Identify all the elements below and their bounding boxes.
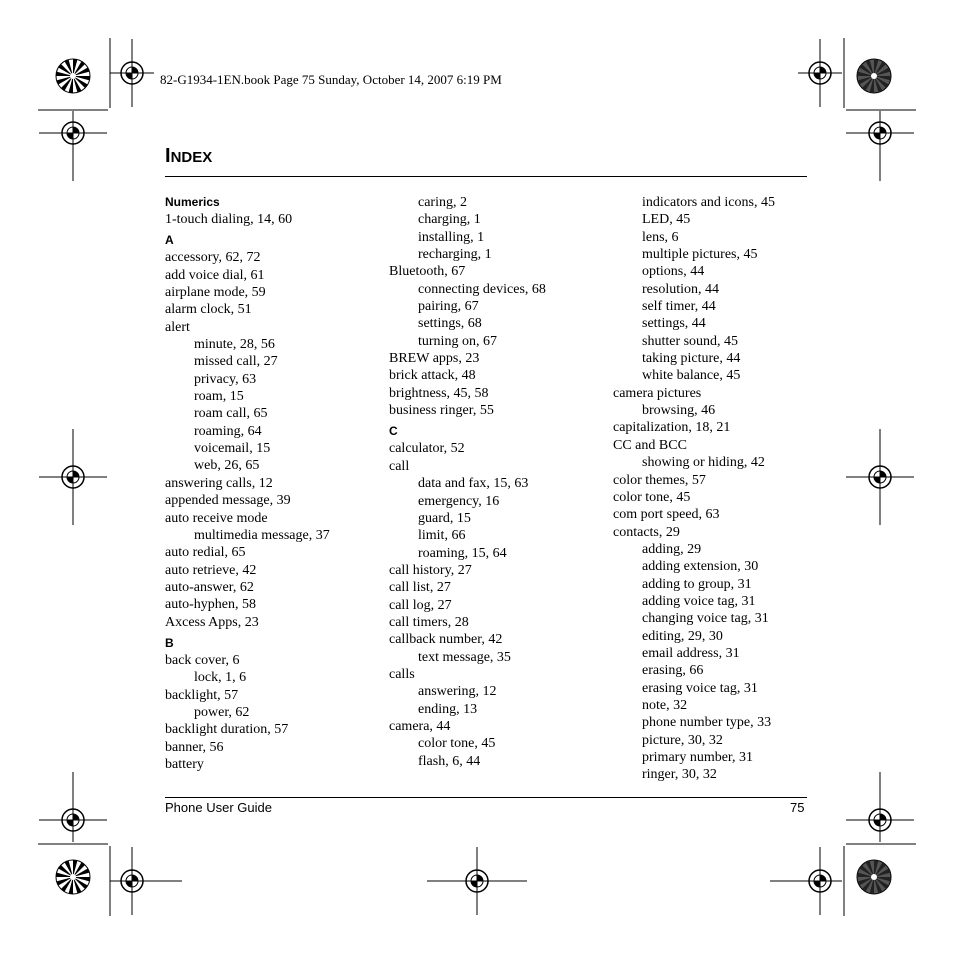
index-subentry: pairing, 67 (418, 299, 479, 315)
title-rule (165, 176, 807, 177)
index-entry: call list, 27 (389, 580, 451, 596)
index-subentry: flash, 6, 44 (418, 753, 481, 769)
index-subentry: erasing, 66 (642, 663, 704, 679)
index-subentry: missed call, 27 (194, 354, 278, 370)
index-entry: calculator, 52 (389, 441, 465, 457)
index-subentry: adding, 29 (642, 541, 702, 557)
index-entry: call history, 27 (389, 562, 472, 578)
index-entry: 1-touch dialing, 14, 60 (165, 212, 293, 227)
index-subentry: self timer, 44 (642, 299, 716, 315)
index-subentry: settings, 68 (418, 316, 482, 332)
index-entry: add voice dial, 61 (165, 267, 265, 283)
index-subentry: indicators and icons, 45 (642, 195, 775, 210)
index-subentry: showing or hiding, 42 (642, 455, 765, 471)
index-entry: auto receive mode (165, 510, 268, 526)
index-subentry: roam, 15 (194, 389, 244, 405)
index-subentry: taking picture, 44 (642, 351, 741, 367)
footer-guide-title: Phone User Guide (165, 800, 272, 815)
index-entry: accessory, 62, 72 (165, 250, 261, 266)
index-entry: battery (165, 756, 204, 772)
index-entry: backlight, 57 (165, 687, 239, 703)
index-subentry: resolution, 44 (642, 281, 719, 297)
print-header: 82-G1934-1EN.book Page 75 Sunday, October 14, 2007 6:19 PM (160, 72, 502, 87)
index-subentry: limit, 66 (418, 528, 466, 544)
index-subentry: note, 32 (642, 697, 688, 713)
index-subentry: voicemail, 15 (194, 441, 271, 457)
index-subentry: picture, 30, 32 (642, 732, 723, 748)
index-entry: calls (389, 666, 415, 682)
index-subentry: LED, 45 (642, 212, 691, 228)
index-entry: back cover, 6 (165, 652, 240, 668)
index-entry: BREW apps, 23 (389, 351, 480, 367)
index-section-heading: C (389, 424, 398, 439)
index-section-heading: B (165, 635, 174, 650)
index-subentry: shutter sound, 45 (642, 333, 739, 349)
index-subentry: installing, 1 (418, 229, 485, 245)
index-entry: auto redial, 65 (165, 545, 246, 561)
index-entry: answering calls, 12 (165, 475, 273, 491)
index-entry: color themes, 57 (613, 472, 706, 488)
index-subentry: settings, 44 (642, 316, 706, 332)
index-entry: call timers, 28 (389, 614, 469, 630)
index-entry: alarm clock, 51 (165, 302, 252, 318)
title-rest: NDEX (170, 149, 213, 166)
footer-rule (165, 797, 807, 798)
index-subentry: multiple pictures, 45 (642, 247, 758, 263)
index-column-2 (389, 194, 599, 770)
index-subentry: adding to group, 31 (642, 576, 752, 592)
page-number: 75 (790, 800, 805, 815)
index-subentry: minute, 28, 56 (194, 337, 275, 353)
index-subentry: changing voice tag, 31 (642, 611, 769, 627)
index-column-1 (165, 194, 375, 773)
index-entry: auto-answer, 62 (165, 579, 254, 595)
index-subentry: charging, 1 (418, 212, 481, 228)
index-entry: com port speed, 63 (613, 507, 720, 523)
index-subentry: caring, 2 (418, 195, 467, 210)
index-entry: airplane mode, 59 (165, 285, 266, 301)
index-subentry: adding voice tag, 31 (642, 593, 756, 609)
index-subentry: turning on, 67 (418, 333, 497, 349)
index-subentry: privacy, 63 (194, 371, 257, 387)
index-entry: alert (165, 319, 190, 335)
index-subentry: roaming, 15, 64 (418, 545, 507, 561)
index-subentry: web, 26, 65 (194, 458, 260, 474)
index-subentry: email address, 31 (642, 645, 740, 661)
index-entry: contacts, 29 (613, 524, 680, 540)
index-entry: callback number, 42 (389, 632, 503, 648)
index-subentry: erasing voice tag, 31 (642, 680, 758, 696)
index-entry: backlight duration, 57 (165, 722, 289, 738)
index-subentry: editing, 29, 30 (642, 628, 723, 644)
index-subentry: connecting devices, 68 (418, 281, 546, 297)
page-title (165, 143, 212, 171)
index-subentry: lens, 6 (642, 229, 679, 245)
index-entry: camera pictures (613, 385, 702, 401)
index-subentry: multimedia message, 37 (194, 527, 330, 543)
index-entry: banner, 56 (165, 739, 224, 755)
index-subentry: roaming, 64 (194, 423, 262, 439)
index-entry: brick attack, 48 (389, 368, 476, 384)
index-subentry: guard, 15 (418, 510, 471, 526)
title-initial: I (165, 145, 171, 167)
index-entry: appended message, 39 (165, 493, 291, 509)
index-section-heading: A (165, 233, 174, 248)
index-subentry: adding extension, 30 (642, 559, 759, 575)
index-entry: camera, 44 (389, 718, 451, 734)
index-subentry: browsing, 46 (642, 403, 716, 419)
index-subentry: roam call, 65 (194, 406, 268, 422)
index-subentry: options, 44 (642, 264, 705, 280)
index-subentry: emergency, 16 (418, 493, 500, 509)
index-subentry: phone number type, 33 (642, 715, 772, 731)
index-subentry: ending, 13 (418, 701, 478, 717)
index-entry: Bluetooth, 67 (389, 264, 466, 280)
index-subentry: text message, 35 (418, 649, 511, 665)
index-subentry: power, 62 (194, 704, 250, 720)
index-subentry: lock, 1, 6 (194, 670, 247, 686)
index-column-3 (613, 194, 813, 784)
index-subentry: white balance, 45 (642, 368, 741, 384)
index-entry: business ringer, 55 (389, 403, 494, 419)
index-entry: auto retrieve, 42 (165, 562, 257, 578)
index-subentry: ringer, 30, 32 (642, 767, 717, 783)
index-entry: call log, 27 (389, 597, 452, 613)
index-subentry: primary number, 31 (642, 750, 754, 765)
index-entry: brightness, 45, 58 (389, 385, 489, 401)
index-subentry: data and fax, 15, 63 (418, 476, 529, 492)
index-entry: Axcess Apps, 23 (165, 614, 259, 630)
index-entry: color tone, 45 (613, 489, 691, 505)
index-subentry: recharging, 1 (418, 247, 492, 263)
index-entry: auto-hyphen, 58 (165, 597, 256, 613)
index-subentry: answering, 12 (418, 684, 497, 700)
index-entry: CC and BCC (613, 437, 687, 453)
index-entry: call (389, 458, 410, 474)
index-entry: capitalization, 18, 21 (613, 420, 731, 436)
index-section-heading: Numerics (165, 195, 220, 209)
index-subentry: color tone, 45 (418, 736, 496, 752)
